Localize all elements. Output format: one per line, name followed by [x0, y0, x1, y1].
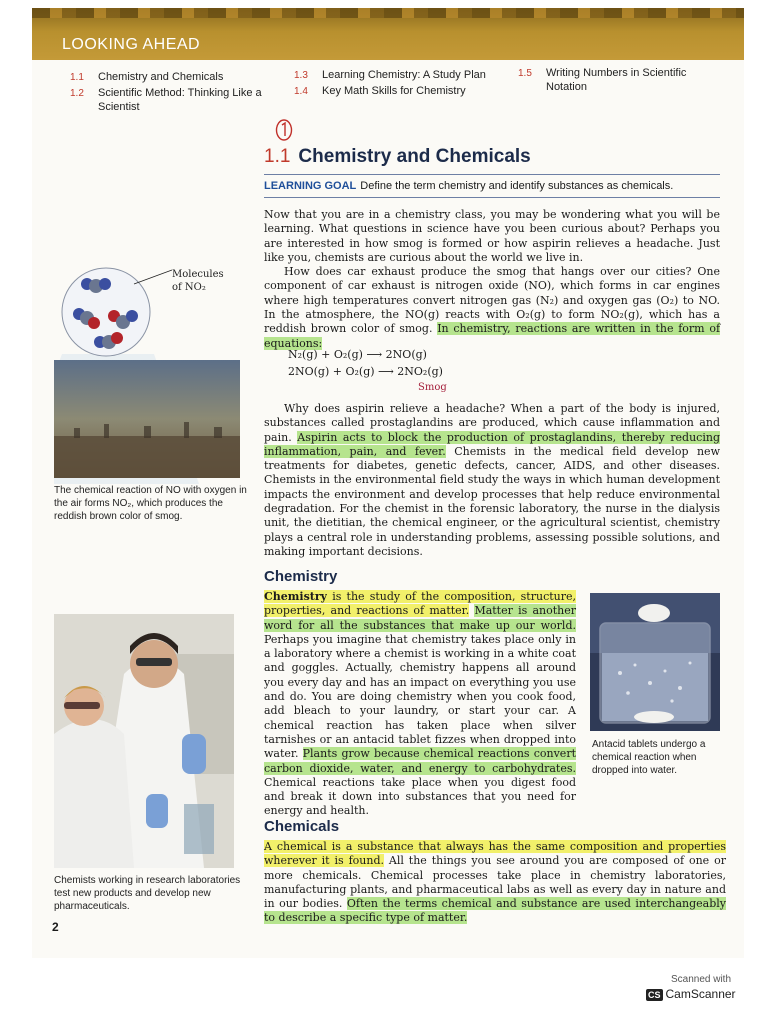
camscanner-watermark: [646, 974, 768, 1001]
banner-title: LOOKING AHEAD: [62, 36, 201, 53]
toc-label: Scientific Method: Thinking Like a Scientist: [98, 87, 262, 113]
learning-goal: [264, 180, 673, 192]
toc-number: 1.2: [70, 88, 84, 99]
toc-item-1-2: [70, 86, 270, 114]
scanned-with-text: Scanned with: [670, 974, 732, 985]
molecules-label: Molecules of NO₂: [172, 269, 224, 293]
learning-goal-rule: [264, 197, 720, 198]
chemists-caption: Chemists working in research laboratories test new products and develop new pharmaceuticals.: [54, 875, 241, 912]
chemical-definition: A chemical is a substance that always has the same composition and properties wherever it is found.: [264, 840, 726, 868]
toc-label: Learning Chemistry: A Study Plan: [322, 69, 486, 81]
chemicals-paragraph: [264, 840, 726, 926]
chemistry-definition: is the study of the composition, structure, properties, and reactions of matter.: [264, 590, 576, 618]
learning-goal-text: Define the term chemistry and identify substances as chemicals.: [360, 180, 674, 192]
antacid-caption: Antacid tablets undergo a chemical reaction when dropped into water.: [592, 739, 706, 776]
section-number: 1.1: [264, 146, 291, 167]
toc-label: Writing Numbers in Scientific Notation: [546, 67, 687, 93]
toc-number: 1.3: [294, 70, 308, 81]
smog-label: Smog: [418, 382, 447, 393]
camscanner-brand: [646, 987, 768, 1001]
section-title-text: Chemistry and Chemicals: [298, 146, 531, 167]
title-rule: [264, 174, 720, 175]
chemistry-digestion: Chemical reactions take place when you digest food and break it down into substances that you need for energy and health.: [264, 775, 576, 818]
toc-label: Chemistry and Chemicals: [98, 71, 224, 83]
smog-caption: The chemical reaction of NO with oxygen in the air forms NO₂, which produces the reddish brown color of smog.: [54, 485, 247, 522]
toc-item-1-1: [70, 70, 270, 85]
chemists-lab-photo: [54, 614, 234, 868]
aspirin-intro: Why does aspirin relieve a headache? When a part of the body is injured, substances called prostaglandins are produced, which cause inflammation and pain.: [264, 402, 720, 444]
highlight-aspirin: Aspirin acts to block the production of prostaglandins, thereby reducing inflammation, pain, and fever.: [264, 430, 720, 458]
toc-item-1-5: [518, 66, 718, 94]
toc-item-1-4: [294, 84, 514, 99]
highlight-interchangeable: Often the terms chemical and substance are used interchangeably to describe a specific type of matter.: [264, 897, 726, 925]
paragraph-car-exhaust: [264, 265, 720, 351]
chemistry-paragraph: [264, 590, 576, 819]
car-exhaust-text: How does car exhaust produce the smog that hangs over our cities? One component of car exhaust is nitrogen oxide (NO), which forms in car engines where high temperatures convert nitrogen gas (N₂) and oxygen gas (O₂) to NO. In the atmosphere, the NO(g) reacts with O₂(g) to form NO₂(g), which has a reddish brown color of smog.: [264, 265, 720, 336]
camscanner-logo-icon: CS: [648, 990, 661, 1000]
section-title: [264, 146, 531, 168]
paragraph-curiosity: Now that you are in a chemistry class, you may be wondering what you will be learning. What questions in science have you been curious about? Perhaps you are interested in how smog is formed or how aspirin relieves a headache. Just like you, chemists are curious about the world we live in.: [264, 208, 720, 264]
chemists-fields: Chemists in the medical field develop new treatments for diabetes, genetic defects, cancer, AIDS, and other diseases. Chemists in the environmental field study the ways in which human development impacts the environment and develop processes that help reduce environmental degradation. For the chemist in the forensic laboratory, the nurse in the dialysis unit, the dietitian, the chemical engineer, or the agricultural scientist, chemistry plays a central role in understanding problems, assessing possible solutions, and making important decisions.: [264, 444, 720, 558]
toc-item-1-3: [294, 68, 514, 83]
toc-number: 1.4: [294, 86, 308, 97]
term-chemistry: Chemistry: [264, 590, 328, 603]
intro-text: [264, 208, 720, 351]
aspirin-paragraph: [264, 402, 720, 559]
toc-label: Key Math Skills for Chemistry: [322, 85, 466, 97]
highlight-equations-note: In chemistry, reactions are written in the form of equations:: [264, 322, 721, 350]
chemicals-heading: Chemicals: [264, 818, 340, 835]
chemicals-processes: All the things you see around you are composed of one or more chemicals. Chemical processes take place in chemistry laboratories, manufacturing plants, and pharmaceutical labs as well as every day in nature and in our bodies.: [264, 854, 726, 911]
banner-photo-strip: [32, 8, 744, 18]
page-number: 2: [52, 920, 59, 934]
highlight-plants: Plants grow because chemical reactions convert carbon dioxide, water, and energy to carbohydrates.: [264, 747, 576, 775]
toc-number: 1.5: [518, 68, 532, 79]
chemistry-heading: Chemistry: [264, 568, 338, 585]
antacid-photo: [590, 593, 720, 731]
toc-number: 1.1: [70, 72, 84, 83]
highlight-matter: Matter is another word for all the substances that make up our world.: [264, 604, 576, 632]
learning-goal-key: LEARNING GOAL: [264, 180, 357, 192]
camscanner-name: CamScanner: [665, 987, 736, 1001]
equation-2: 2NO(g) + O₂(g) ⟶ 2NO₂(g): [288, 365, 443, 378]
chemistry-examples: Perhaps you imagine that chemistry takes place only in a laboratory where a chemist is working in a white coat and goggles. Actually, chemistry happens all around you every day and has an impact on everything you use and do. You are doing chemistry when you cook food, add bleach to your laundry, or start your car. A chemical reaction has taken place when silver tarnishes or an antacid tablet fizzes when dropped into water.: [264, 632, 576, 761]
smog-city-photo: [54, 360, 240, 478]
equation-1: N₂(g) + O₂(g) ⟶ 2NO(g): [288, 348, 427, 361]
handwritten-circled-one: [274, 116, 294, 142]
